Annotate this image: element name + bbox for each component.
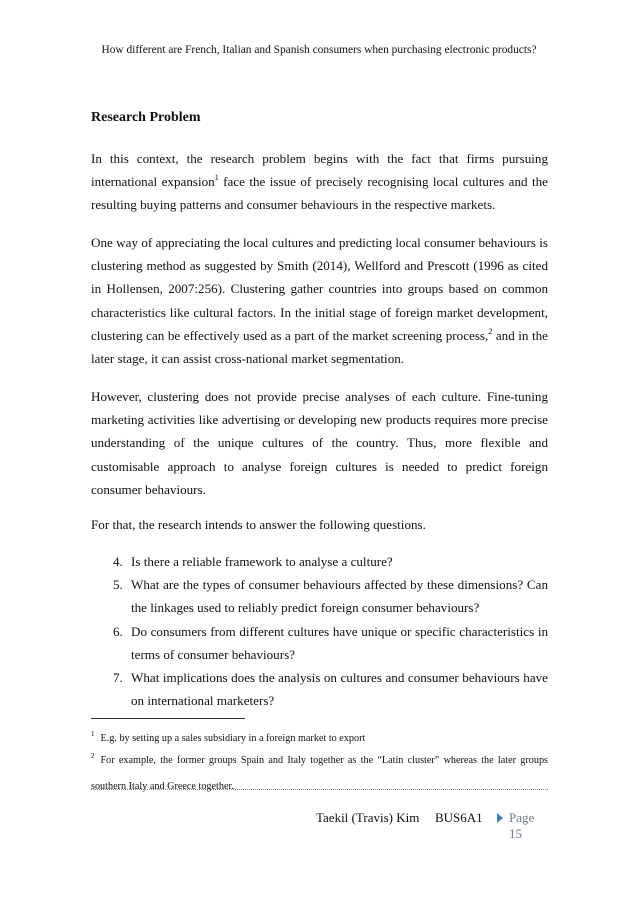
footnote-separator bbox=[91, 718, 245, 719]
footnote-1-number: 1 bbox=[91, 730, 95, 738]
footnote-2 bbox=[91, 748, 548, 800]
footer-author: Taekil (Travis) Kim bbox=[316, 810, 420, 825]
paragraph-1 bbox=[91, 147, 548, 217]
question-text: What are the types of consumer behaviours affected by these dimensions? Can the linkages used to reliably predict foreign consumer behaviours? bbox=[131, 577, 548, 616]
question-item bbox=[91, 620, 548, 666]
footnote-ref-1: 1 bbox=[214, 173, 219, 183]
page-number: Page 15 bbox=[509, 810, 535, 841]
question-item bbox=[91, 573, 548, 619]
paragraph-1-text-b: face the issue of precisely recognising local cultures and the resulting buying patterns and consumer behaviours in the respective markets. bbox=[91, 174, 548, 213]
paragraph-2-text-b: and in the later stage, it can assist cross-national market segmentation. bbox=[91, 327, 548, 367]
footnote-2-text: For example, the former groups Spain and Italy together as the “Latin cluster” whereas the later groups southern Italy and Greece together. bbox=[91, 755, 548, 792]
paragraph-3: However, clustering does not provide precise analyses of each culture. Fine-tuning marketing activities like advertising or developing new products requires more precise understanding of the unique cultures of the country. Thus, more flexible and customisable approach to analyse foreign cultures is needed to predict foreign consumer behaviours. bbox=[91, 389, 548, 497]
page-footer bbox=[0, 810, 548, 841]
paragraph-4: For that, the research intends to answer the following questions. bbox=[91, 517, 426, 532]
question-text: Is there a reliable framework to analyse a culture? bbox=[131, 554, 393, 569]
footer-course-code: BUS6A1 bbox=[435, 810, 483, 825]
question-text: What implications does the analysis on cultures and consumer behaviours have on international marketers? bbox=[131, 670, 548, 709]
paragraph-1-text-a: In this context, the research problem begins with the fact that firms pursuing international expansion bbox=[91, 151, 548, 190]
paragraph-2-text-a: One way of appreciating the local cultures and predicting local consumer behaviours is clustering method as suggested by Smith (2014), Wellford and Prescott (1996 as cited in Hollensen, 2007:256). Clustering gather countries into groups based on common characteristics like cultural factors. In the initial stage of foreign market development, clustering can be effectively used as a part of the market screening process, bbox=[91, 235, 548, 343]
paragraph-2 bbox=[91, 231, 548, 370]
footnote-ref-2: 2 bbox=[488, 326, 493, 336]
question-item bbox=[91, 550, 548, 573]
question-number: 6. bbox=[113, 623, 123, 639]
right-triangle-icon bbox=[497, 813, 503, 823]
research-questions-list bbox=[91, 550, 548, 712]
footnote-1-text: E.g. by setting up a sales subsidiary in a foreign market to export bbox=[100, 733, 366, 744]
running-header: How different are French, Italian and Spanish consumers when purchasing electronic products? bbox=[101, 44, 537, 56]
question-number: 5. bbox=[113, 577, 123, 593]
footer-divider bbox=[91, 789, 548, 790]
footnote-2-number: 2 bbox=[91, 752, 95, 760]
question-number: 4. bbox=[113, 554, 123, 569]
question-item bbox=[91, 666, 548, 712]
question-text: Do consumers from different cultures have unique or specific characteristics in terms of consumer behaviours? bbox=[131, 623, 548, 662]
question-number: 7. bbox=[113, 670, 123, 686]
section-heading: Research Problem bbox=[91, 110, 201, 125]
